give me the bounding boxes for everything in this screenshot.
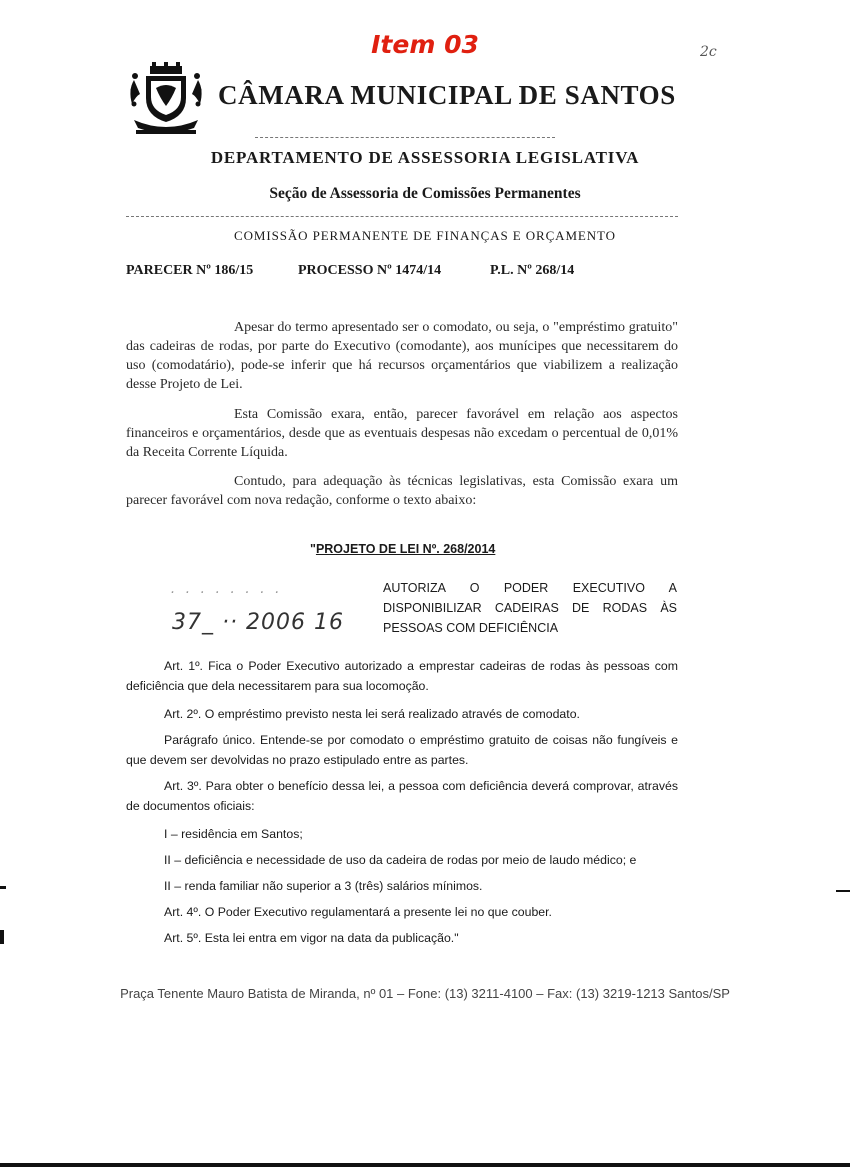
article-1: Art. 1º. Fica o Poder Executivo autorizado a emprestar cadeiras de rodas às pessoas com deficiência que dela necessitarem para sua locomoção. <box>126 659 678 693</box>
body-paragraph: Apesar do termo apresentado ser o comodato, ou seja, o "empréstimo gratuito" das cadeiras de rodas, por parte do Executivo (comodante), aos munícipes que necessitarem do uso (comodatário), pode-se inferir que há recursos orçamentários que viabilizem a realização desse Projeto de Lei. <box>126 320 678 392</box>
inciso-3: II – renda familiar não superior a 3 (três) salários mínimos. <box>164 879 483 893</box>
ementa-line: AUTORIZA O PODER EXECUTIVO A <box>383 581 677 595</box>
inciso-1: I – residência em Santos; <box>164 827 303 841</box>
commission-title: COMISSÃO PERMANENTE DE FINANÇAS E ORÇAMENTO <box>234 228 616 243</box>
parecer-number: PARECER Nº 186/15 <box>126 263 254 278</box>
article-5: Art. 5º. Esta lei entra em vigor na data da publicação." <box>164 931 459 945</box>
ementa-line: DISPONIBILIZAR CADEIRAS DE RODAS ÀS <box>383 601 677 615</box>
department-title: DEPARTAMENTO DE ASSESSORIA LEGISLATIVA <box>210 148 640 167</box>
scan-edge <box>0 1163 850 1167</box>
footer-address: Praça Tenente Mauro Batista de Miranda, nº 01 – Fone: (13) 3211-4100 – Fax: (13) 3219-1213 Santos/SP <box>120 986 730 1001</box>
article-2: Art. 2º. O empréstimo previsto nesta lei será realizado através de comodato. <box>164 707 580 721</box>
ementa-line: PESSOAS COM DEFICIÊNCIA <box>383 621 559 635</box>
article-4: Art. 4º. O Poder Executivo regulamentará a presente lei no que couber. <box>164 905 552 919</box>
section-title: Seção de Assessoria de Comissões Permanentes <box>269 185 581 202</box>
bill-ementa <box>383 578 677 638</box>
bill-title <box>310 542 495 556</box>
handwritten-note: 2c <box>700 44 717 60</box>
body-paragraph: Esta Comissão exara, então, parecer favorável em relação aos aspectos financeiros e orçamentários, desde que as eventuais despesas não excedam o percentual de 0,01% da Receita Corrente Líquida. <box>126 407 678 460</box>
bill-title-quote: " <box>310 542 316 556</box>
scan-mark <box>0 930 4 944</box>
article-3: Art. 3º. Para obter o benefício dessa lei, a pessoa com deficiência deverá comprovar, através de documentos oficiais: <box>126 779 678 813</box>
processo-number: PROCESSO Nº 1474/14 <box>298 263 442 278</box>
org-title: CÂMARA MUNICIPAL DE SANTOS <box>218 80 676 110</box>
divider <box>255 137 555 138</box>
scan-mark <box>0 886 6 889</box>
paragrafo-unico: Parágrafo único. Entende-se por comodato o empréstimo gratuito de coisas não fungíveis e que devem ser devolvidas no prazo estipulado entre as partes. <box>126 733 678 767</box>
coat-of-arms-icon <box>126 60 206 138</box>
scan-mark <box>836 890 850 892</box>
pl-number: P.L. Nº 268/14 <box>490 263 575 278</box>
stamp-faint: · · · · · · · · <box>170 585 282 601</box>
stamp-date: 37_ ·· 2006 16 <box>172 610 344 635</box>
item-tag: Item 03 <box>371 30 479 59</box>
bill-title-text: PROJETO DE LEI Nº. 268/2014 <box>315 542 496 556</box>
inciso-2: II – deficiência e necessidade de uso da cadeira de rodas por meio de laudo médico; e <box>164 853 637 867</box>
divider <box>126 216 678 217</box>
body-paragraph: Contudo, para adequação às técnicas legislativas, esta Comissão exara um parecer favorável com nova redação, conforme o texto abaixo: <box>126 474 678 508</box>
